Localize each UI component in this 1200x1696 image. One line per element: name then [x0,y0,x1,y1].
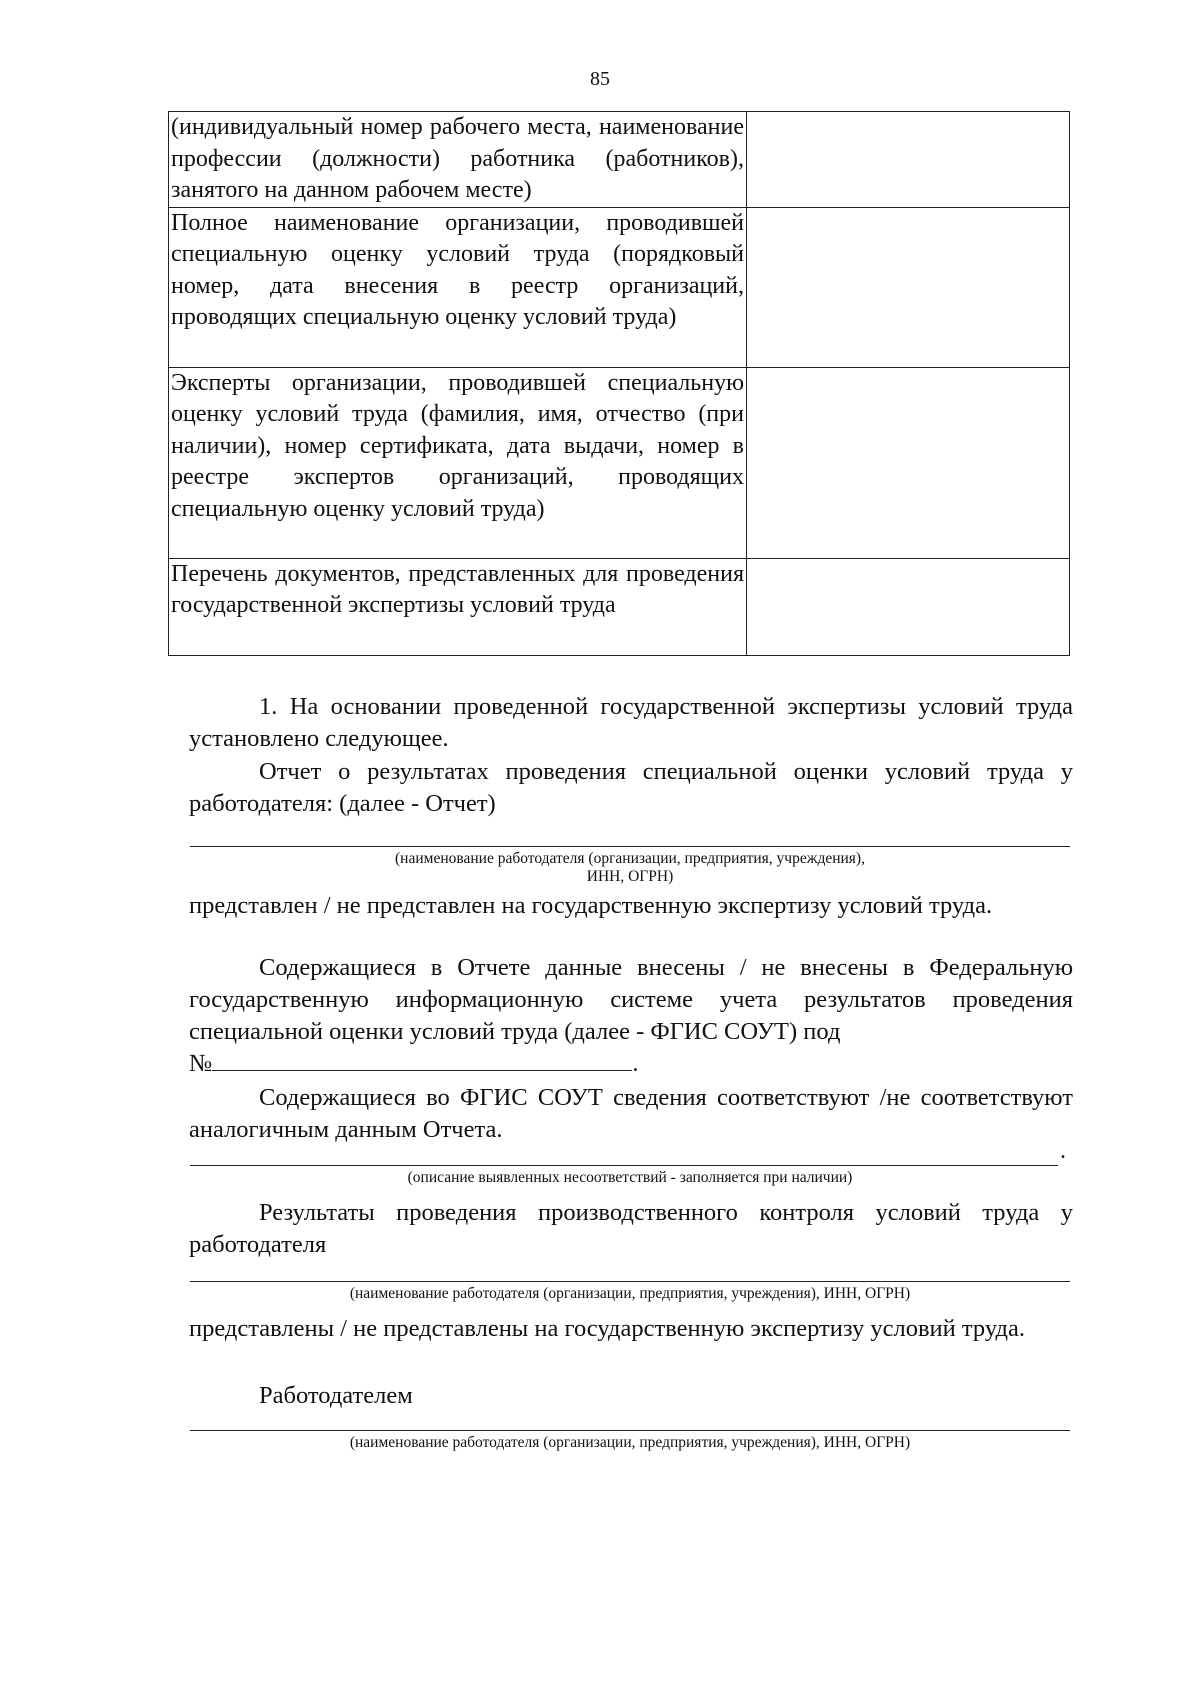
expertise-form-table [168,111,1070,656]
row-value-organization[interactable] [747,207,1070,367]
table-row [169,367,1070,558]
row-value-workplace[interactable] [747,112,1070,208]
employer-name-caption-3: (наименование работодателя (организации, предприятия, учреждения), ИНН, ОГРН) [349,1434,911,1451]
row-label-organization: Полное наименование организации, проводившей специальную оценку условий труда (порядковый номер, дата внесения в реестр организаций, проводящих специальную оценку условий труда) [169,207,747,367]
employer-name-caption-2: (наименование работодателя (организации, предприятия, учреждения), ИНН, ОГРН) [349,1285,911,1302]
employer-name-line-3[interactable] [190,1430,1070,1431]
row-label-workplace: (индивидуальный номер рабочего места, наименование профессии (должности) работника (работников), занятого на данном рабочем месте) [169,112,747,208]
paragraph-production-control: Результаты проведения производственного контроля условий труда у работодателя [189,1199,1073,1258]
registration-number-field[interactable] [212,1048,632,1071]
registration-number-row [189,1048,1073,1080]
row-label-experts: Эксперты организации, проводившей специальную оценку условий труда (фамилия, имя, отчество (при наличии), номер сертификата, дата выдачи, номер в реестре экспертов организаций, проводящих специальную оценку условий труда) [169,367,747,558]
page-number: 85 [590,68,610,90]
paragraph-fgis-entry [189,952,1073,1048]
paragraph-expertise-result: 1. На основании проведенной государственной экспертизы условий труда установлено следующее. [189,693,1073,752]
row-value-experts[interactable] [747,367,1070,558]
table-row [169,558,1070,655]
discrepancy-caption: (описание выявленных несоответствий - заполняется при наличии) [407,1169,853,1186]
line-end-period: . [1060,1138,1066,1164]
paragraph-control-submitted: представлены / не представлены на государственную экспертизу условий труда. [189,1315,1026,1342]
employer-name-line-2[interactable] [190,1281,1070,1282]
table-row [169,112,1070,208]
paragraph-employer: Работодателем [259,1382,413,1409]
table-row [169,207,1070,367]
row-value-documents[interactable] [747,558,1070,655]
paragraph-fgis-match: Содержащиеся во ФГИС СОУТ сведения соответствуют /не соответствуют аналогичным данным Отчета. [189,1084,1073,1143]
fgis-entry-text: Содержащиеся в Отчете данные внесены / не внесены в Федеральную государственную информационную системе учета результатов проведения специальной оценки условий труда (далее - ФГИС СОУТ) под [189,954,1073,1045]
caption-line: (наименование работодателя (организации, предприятия, учреждения), [395,850,865,867]
paragraph-report-submitted: представлен / не представлен на государственную экспертизу условий труда. [189,892,993,919]
employer-name-line[interactable] [190,846,1070,847]
period: . [632,1050,639,1077]
paragraph-report: Отчет о результатах проведения специальной оценки условий труда у работодателя: (далее - Отчет) [189,758,1073,817]
row-label-documents: Перечень документов, представленных для проведения государственной экспертизы условий труда [169,558,747,655]
number-sign: № [189,1050,213,1077]
discrepancy-line[interactable] [190,1165,1058,1166]
caption-line: ИНН, ОГРН) [586,868,674,885]
employer-name-caption [190,850,1070,886]
